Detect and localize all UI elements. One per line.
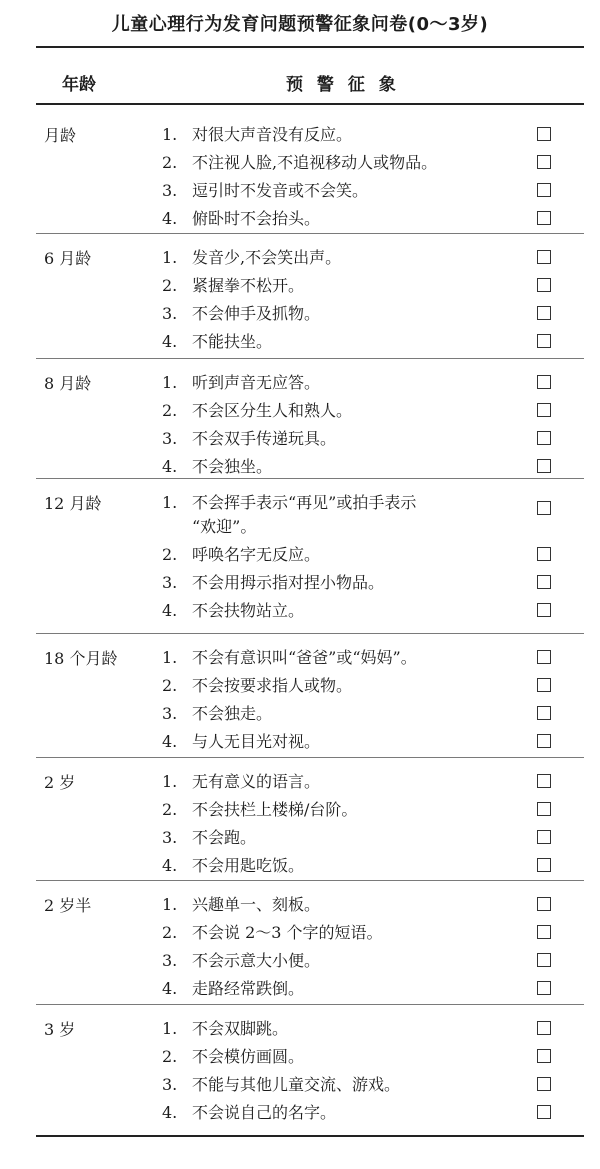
item-number: 2. (162, 800, 178, 819)
warning-sign-item (162, 399, 532, 423)
checkbox[interactable] (537, 706, 551, 720)
item-number: 4. (162, 856, 178, 875)
item-text: 不会双手传递玩具。 (192, 429, 337, 448)
warning-sign-item (162, 207, 532, 231)
checkbox[interactable] (537, 250, 551, 264)
age-label: 2 岁半 (44, 896, 92, 915)
item-number: 3. (162, 1075, 178, 1094)
group-divider (36, 633, 584, 634)
item-text: 对很大声音没有反应。 (192, 125, 353, 144)
warning-sign-item (162, 826, 532, 850)
checkbox[interactable] (537, 802, 551, 816)
warning-sign-item (162, 543, 532, 567)
warning-sign-item (162, 302, 532, 326)
item-text: 逗引时不发音或不会笑。 (192, 181, 369, 200)
item-text: 不会用拇示指对捏小物品。 (192, 573, 385, 592)
warning-sign-item (162, 1017, 532, 1041)
checkbox[interactable] (537, 211, 551, 225)
checkbox[interactable] (537, 278, 551, 292)
item-number: 1. (162, 772, 178, 791)
item-number: 2. (162, 153, 178, 172)
warning-sign-item (162, 371, 532, 395)
warning-sign-item (162, 1101, 532, 1125)
checkbox[interactable] (537, 678, 551, 692)
item-text: 不会扶物站立。 (192, 601, 305, 620)
warning-sign-item (162, 854, 532, 878)
item-number: 3. (162, 181, 178, 200)
age-label: 6 月龄 (44, 249, 92, 268)
item-text: 不会独坐。 (192, 457, 273, 476)
warning-sign-item (162, 246, 532, 270)
column-header-age: 年龄 (62, 75, 96, 95)
age-label: 12 月龄 (44, 494, 102, 513)
item-number: 4. (162, 979, 178, 998)
item-number: 1. (162, 648, 178, 667)
warning-sign-item (162, 921, 532, 945)
warning-sign-item (162, 123, 532, 147)
item-number: 2. (162, 401, 178, 420)
warning-sign-item (162, 151, 532, 175)
checkbox[interactable] (537, 650, 551, 664)
item-text: 不会说 2～3 个字的短语。 (192, 923, 383, 942)
item-number: 3. (162, 573, 178, 592)
item-number: 4. (162, 1103, 178, 1122)
item-text: 不会区分生人和熟人。 (192, 401, 353, 420)
checkbox[interactable] (537, 375, 551, 389)
item-text: 与人无目光对视。 (192, 732, 321, 751)
item-number: 1. (162, 895, 178, 914)
item-number: 4. (162, 209, 178, 228)
checkbox[interactable] (537, 953, 551, 967)
item-text: 紧握拳不松开。 (192, 276, 305, 295)
item-text: 呼唤名字无反应。 (192, 545, 321, 564)
warning-sign-item (162, 455, 532, 479)
top-rule (36, 46, 584, 48)
item-text: 不会跑。 (192, 828, 257, 847)
checkbox[interactable] (537, 925, 551, 939)
checkbox[interactable] (537, 547, 551, 561)
warning-sign-item (162, 798, 532, 822)
item-text: 俯卧时不会抬头。 (192, 209, 321, 228)
item-number: 1. (162, 125, 178, 144)
item-number: 3. (162, 951, 178, 970)
checkbox[interactable] (537, 858, 551, 872)
item-text: 不会说自己的名字。 (192, 1103, 337, 1122)
checkbox[interactable] (537, 155, 551, 169)
item-number: 1. (162, 1019, 178, 1038)
item-text: 听到声音无应答。 (192, 373, 321, 392)
item-text-continuation: “欢迎”。 (192, 517, 257, 536)
checkbox[interactable] (537, 575, 551, 589)
checkbox[interactable] (537, 183, 551, 197)
item-text: 无有意义的语言。 (192, 772, 321, 791)
age-label: 18 个月龄 (44, 649, 118, 668)
item-number: 3. (162, 828, 178, 847)
warning-sign-item (162, 1045, 532, 1069)
item-number: 2. (162, 276, 178, 295)
item-text: 不会挥手表示“再见”或拍手表示 (192, 493, 417, 512)
warning-sign-item (162, 730, 532, 754)
group-divider (36, 1004, 584, 1005)
item-text: 不能扶坐。 (192, 332, 273, 351)
checkbox[interactable] (537, 127, 551, 141)
warning-sign-item (162, 770, 532, 794)
warning-sign-item (162, 330, 532, 354)
item-text: 走路经常跌倒。 (192, 979, 305, 998)
checkbox[interactable] (537, 306, 551, 320)
item-number: 4. (162, 332, 178, 351)
checkbox[interactable] (537, 981, 551, 995)
item-text: 不会扶栏上楼梯/台阶。 (192, 800, 358, 819)
checkbox[interactable] (537, 1049, 551, 1063)
warning-sign-item (162, 571, 532, 595)
checkbox[interactable] (537, 1077, 551, 1091)
header-rule (36, 103, 584, 105)
item-text: 不能与其他儿童交流、游戏。 (192, 1075, 401, 1094)
warning-sign-item (162, 491, 532, 539)
item-number: 2. (162, 923, 178, 942)
item-number: 1. (162, 248, 178, 267)
item-text: 不注视人脸,不追视移动人或物品。 (192, 153, 438, 172)
warning-sign-item (162, 1073, 532, 1097)
checkbox[interactable] (537, 897, 551, 911)
checkbox[interactable] (537, 403, 551, 417)
age-label: 8 月龄 (44, 374, 92, 393)
item-number: 2. (162, 545, 178, 564)
group-divider (36, 233, 584, 234)
item-number: 4. (162, 732, 178, 751)
item-number: 4. (162, 601, 178, 620)
item-text: 不会按要求指人或物。 (192, 676, 353, 695)
warning-sign-item (162, 893, 532, 917)
item-text: 不会双脚跳。 (192, 1019, 289, 1038)
item-number: 2. (162, 676, 178, 695)
item-number: 1. (162, 373, 178, 392)
warning-sign-item (162, 977, 532, 1001)
checkbox[interactable] (537, 830, 551, 844)
bottom-rule (36, 1135, 584, 1137)
item-text: 发音少,不会笑出声。 (192, 248, 342, 267)
item-text: 不会伸手及抓物。 (192, 304, 321, 323)
checkbox[interactable] (537, 1021, 551, 1035)
group-divider (36, 880, 584, 881)
warning-sign-item (162, 179, 532, 203)
warning-sign-item (162, 274, 532, 298)
item-text: 不会示意大小便。 (192, 951, 321, 970)
group-divider (36, 757, 584, 758)
checkbox[interactable] (537, 459, 551, 473)
checkbox[interactable] (537, 603, 551, 617)
item-number: 3. (162, 304, 178, 323)
checkbox[interactable] (537, 734, 551, 748)
warning-sign-item (162, 427, 532, 451)
item-number: 3. (162, 704, 178, 723)
item-number: 4. (162, 457, 178, 476)
age-label: 2 岁 (44, 773, 76, 792)
group-divider (36, 358, 584, 359)
group-divider (36, 478, 584, 479)
age-label: 月龄 (44, 126, 77, 145)
checkbox[interactable] (537, 1105, 551, 1119)
item-text: 不会有意识叫“爸爸”或“妈妈”。 (192, 648, 417, 667)
item-number: 1. (162, 493, 178, 512)
checkbox[interactable] (537, 774, 551, 788)
item-number: 3. (162, 429, 178, 448)
item-text: 不会模仿画圆。 (192, 1047, 305, 1066)
age-label: 3 岁 (44, 1020, 76, 1039)
column-header-warning-signs: 预 警 征 象 (286, 75, 400, 95)
warning-sign-item (162, 949, 532, 973)
page-title: 儿童心理行为发育问题预警征象问卷(0～3岁) (111, 14, 489, 35)
item-number: 2. (162, 1047, 178, 1066)
item-text: 不会用匙吃饭。 (192, 856, 305, 875)
item-text: 兴趣单一、刻板。 (192, 895, 321, 914)
warning-sign-item (162, 646, 532, 670)
warning-sign-item (162, 599, 532, 623)
warning-sign-item (162, 674, 532, 698)
checkbox[interactable] (537, 501, 551, 515)
checkbox[interactable] (537, 334, 551, 348)
checkbox[interactable] (537, 431, 551, 445)
warning-sign-item (162, 702, 532, 726)
item-text: 不会独走。 (192, 704, 273, 723)
